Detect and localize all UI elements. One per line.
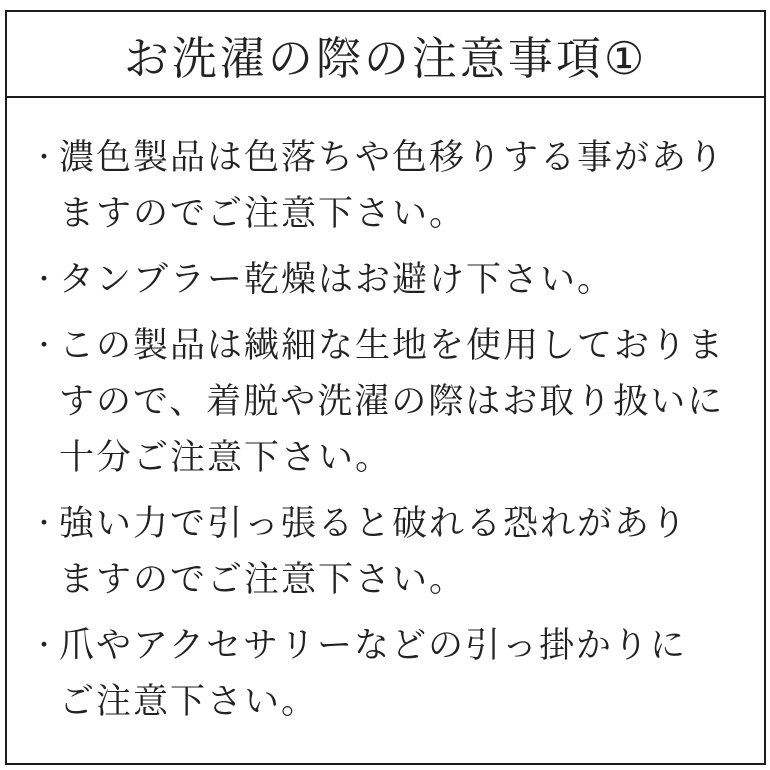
notice-line: ますのでご注意下さい。 [59,560,467,600]
bullet-dot-icon: ・ [31,331,58,361]
notice-line: 十分ご注意下さい。 [59,438,393,478]
notice-item [29,496,746,608]
notice-item [29,130,746,242]
notice-line: 爪やアクセサリーなどの引っ掛かりに [59,626,687,666]
notice-text [59,318,746,486]
notice-item [29,318,746,486]
bullet-dot-icon: ・ [31,265,58,295]
notice-text [59,618,746,730]
notice-list [7,98,764,763]
notice-text [59,130,746,242]
bullet-dot-icon: ・ [31,631,58,661]
title-bar [7,12,764,98]
notice-item [29,618,746,730]
notice-line: 濃色製品は色落ちや色移りする事があり [59,138,726,178]
notice-line: タンブラー乾燥はお避け下さい。 [59,260,615,300]
notice-item [29,252,746,308]
notice-text [59,496,746,608]
notice-line: ますのでご注意下さい。 [59,194,467,234]
care-notice-card [5,10,766,765]
bullet-dot-icon: ・ [31,143,58,173]
notice-line: すので、着脱や洗濯の際はお取り扱いに [59,382,725,422]
notice-line: ご注意下さい。 [59,682,319,722]
page-title: お洗濯の際の注意事項① [123,31,648,85]
notice-line: この製品は繊細な生地を使用しておりま [59,326,726,366]
notice-line: 強い力で引っ張ると破れる恐れがあり [59,504,689,544]
bullet-dot-icon: ・ [31,509,58,539]
notice-text [59,252,746,308]
